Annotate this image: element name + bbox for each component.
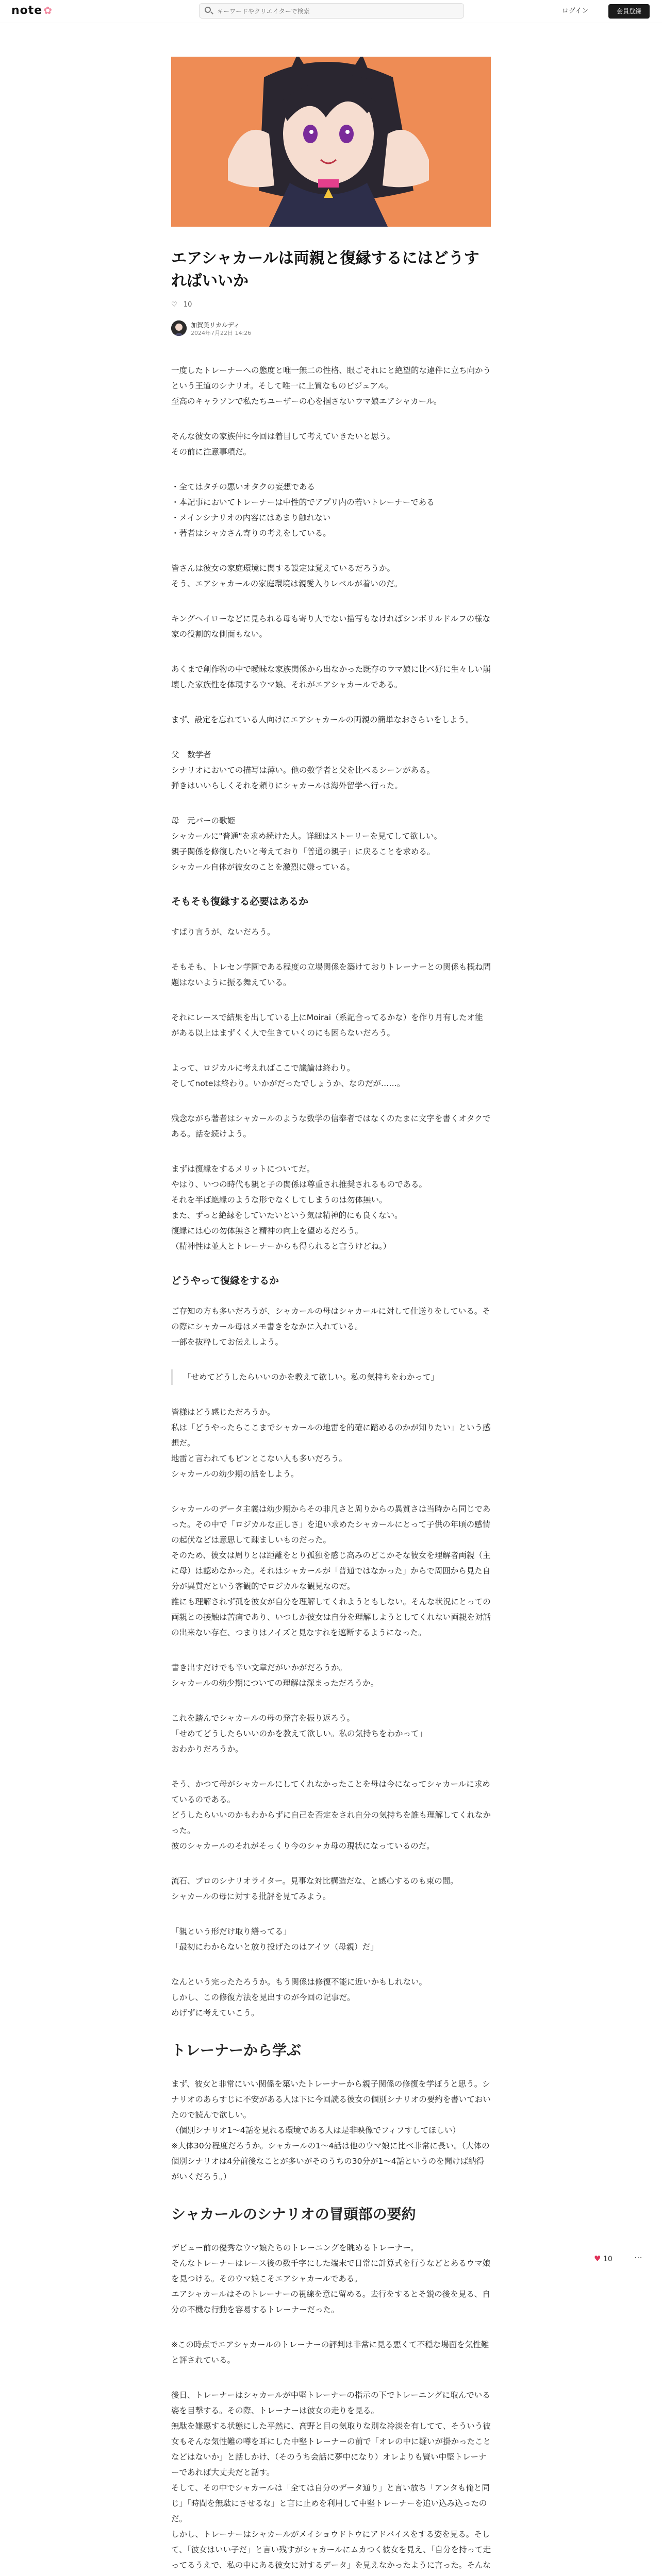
body-paragraph: そんな彼女の家族仲に今回は着目して考えていきたいと思う。 その前に注意事項だ。 xyxy=(171,432,395,456)
site-header xyxy=(0,0,662,23)
author-row[interactable] xyxy=(171,319,491,340)
article-hero-image xyxy=(171,57,491,227)
section-heading: トレーナーから学ぶ xyxy=(171,2042,302,2059)
article-title: エアシャカールは両親と復縁するにはどうすればいいか xyxy=(171,249,479,290)
body-paragraph: 「親という形だけ取り繕ってる」 「最初にわからないと放り投げたのはアイツ（母親）だ」 xyxy=(171,1927,378,1952)
body-paragraph: あくまで創作物の中で曖昧な家族関係から出なかった既存のウマ娘に比べ好に生々しい崩壊した家族性を体現するウマ娘、それがエアシャカールである。 xyxy=(171,665,491,689)
like-row xyxy=(171,301,491,312)
more-options-icon[interactable]: ⋯ xyxy=(634,2252,642,2262)
body-paragraph: 書き出すだけでも辛い文章だがいかがだろうか。 シャカールの幼少期についての理解は深まっただろうか。 xyxy=(171,1663,379,1688)
body-paragraph: ご存知の方も多いだろうが、シャカールの母はシャカールに対して仕送りをしている。その際にシャカール母はメモ書きをなかに入れている。 一部を抜粋してお伝えしよう。 xyxy=(171,1307,490,1347)
body-paragraph: キングヘイローなどに見られる母も寄り人でない描写もなければシンボリルドルフの様な家の役割的な側面もない。 xyxy=(171,614,491,639)
like-count: 10 xyxy=(183,301,192,309)
subsection-heading: どうやって復縁をするか xyxy=(171,1275,279,1286)
body-paragraph: まずは復縁をするメリットについてだ。 やはり、いつの時代も親と子の関係は尊重され推奨されるものである。 それを半ば絶縁のような形でなくしてしまうのは勿体無い。 また、ずっと絶縁をしていたいという気は精神的にも良くない。 復縁には心の勿体無さと精神の向上を望めるだろう。 （精神性は並人とトレーナーからも得られると言うけどね。） xyxy=(171,1164,427,1251)
body-paragraph: まず、彼女と非常にいい関係を築いたトレーナーから親子関係の修復を学ぼうと思う。シナリオのあらすじに不安がある人は下に今回読る彼女の個別シナリオの要約を書いておいたので読んで欲しい。 （個別シナリオ1〜4話を見れる環境である人は是非映像でフィフすしてほしい） ※大体30分程度だろうか。シャカールの1〜4話は他のウマ娘に比べ非常に長い。（大体の個別シナリオは4分前後なことが多いがそのうちの30分が1〜4話というのを聞けば納得がいくだろう。） xyxy=(171,2079,491,2181)
body-paragraph: 後日、トレーナーはシャカールが中堅トレーナーの指示の下でトレーニングに取んでいる姿を目撃する。その際、トレーナーは彼女の走りを見る。 無駄を嫌悪する状態にした平然に、高野と目の気取りな別な冷淡を有してて、そういう彼女もそんな気性難の噂を耳にした中堅トレーナーの前で「オレの中に疑いが掛かったことなどはないか」と話しかけ、（そのうち会話に夢中になり）オレよりも賢い中堅トレーナーであれば大丈夫だと話す。 そして、その中でシャカールは「全ては自分のデータ通り」と言い放ち「アンタも俺と同じ」「時間を無駄にさせるな」と言に止めを利用して中堅トレーナーを追い込み込ったのだ。 しかし、トレーナーはシャカールがメイショウドトウにアドバイスをする姿を見る。そして、「彼女はいい子だ」と言い残すがシャカールにムカつく彼女を見え、「自分を持って走ってるうえで、私の中にある彼女に対するデータ」を見えなかったように言った。そんな xyxy=(171,2391,491,2570)
signup-button[interactable]: 会員登録 xyxy=(608,4,650,19)
article xyxy=(171,247,491,2576)
flower-icon: ✿ xyxy=(43,4,53,16)
body-paragraph: デビュー前の優秀なウマ娘たちのトレーニングを眺めるトレーナー。 そんなトレーナーはレース後の数千字にした端末で日常に計算式を行うなどとあるウマ娘を見つける。そのウマ娘こそエアシャカールである。 エアシャカールはそのトレーナーの視線を意に留める。去行をするとそ鋭の後を見る、自分の不機な行動を容易するトレーナーだった。 xyxy=(171,2243,491,2314)
avatar-image xyxy=(171,320,187,336)
search-box[interactable] xyxy=(199,3,464,19)
body-paragraph: なんという完ったたろうか。もう関係は修復不能に近いかもしれない。 しかし、この修復方法を見出すのが今回の記事だ。 めげずに考えていこう。 xyxy=(171,1977,427,2018)
heart-filled-icon: ♥ xyxy=(594,2254,601,2263)
author-name[interactable]: 加賀美リカルディ xyxy=(191,321,240,329)
body-paragraph: 母 元バーの歌姫 シャカールに"普通"を求め続けた人。詳細はストーリーを見てして欲しい。 親子関係を修復したいと考えており「普通の親子」に戻ることを求める。 シャカール自体が彼女のことを激烈に嫌っている。 xyxy=(171,816,442,872)
post-date: 2024年7月22日 14:26 xyxy=(191,330,252,336)
quote-block: 「せめてどうしたらいいのかを教えて欲しい。私の気持ちをわかって」 xyxy=(171,1369,491,1385)
note-logo[interactable] xyxy=(11,4,53,17)
floating-like-button[interactable] xyxy=(594,2254,613,2263)
body-paragraph: すぱり言うが、ないだろう。 xyxy=(171,927,275,937)
author-avatar[interactable] xyxy=(171,320,187,336)
search-icon xyxy=(205,7,211,13)
body-paragraph: そう、かつて母がシャカールにしてくれなかったことを母は今になってシャカールに求めているのである。 どうしたらいいのかもわからずに自己を否定をされ自分の気持ちを誰も理解してくれなかった。 彼のシャカールのそれがそっくり今のシャカ母の現状になっているのだ。 xyxy=(171,1780,491,1851)
body-paragraph: よって、ロジカルに考えればここで議論は終わり。 そしてnoteは終わり。いかがだったでしょうか、なのだが……。 xyxy=(171,1063,405,1088)
body-paragraph: そもそも、トレセン学園である程度の立場関係を築けておりトレーナーとの関係も概ね問題はないように振る舞えている。 xyxy=(171,962,491,987)
body-paragraph: 残念ながら著者はシャカールのような数学の信奉者ではなくのたまに文字を書くオタクである。話を続けよう。 xyxy=(171,1114,491,1139)
search-input[interactable] xyxy=(216,6,455,17)
body-paragraph: 父 数学者 シナリオにおいての描写は薄い。他の数学者と父を比べるシーンがある。 弾きはいいらしくそれを頼りにシャカールは海外留学へ行った。 xyxy=(171,750,435,790)
subsection-heading: そもそも復縁する必要はあるか xyxy=(171,896,309,907)
body-paragraph: 皆さんは彼女の家庭環境に関する設定は覚えているだろうか。 そう、エアシャカールの家庭環境は親愛入りレベルが着いのだ。 xyxy=(171,564,403,588)
body-paragraph: 皆様はどう感じただろうか。 私は「どうやったらここまでシャカールの地雷を的確に踏めるのかが知りたい」という感想だ。 地雷と言われてもピンとこない人も多いだろう。 シャカールの幼少期の話をしよう。 xyxy=(171,1408,491,1479)
body-paragraph: それにレースで結果を出している上にMoirai（系記合ってるかな）を作り月有したオ能がある以上はまずくく人で生きていくのにも困らないだろう。 xyxy=(171,1013,483,1038)
floating-like-count: 10 xyxy=(603,2255,613,2263)
body-paragraph: ※この時点でエアシャカールのトレーナーの評判は非常に見る悪くて不穏な場面を気性難と評されている。 xyxy=(171,2340,489,2365)
body-paragraph: 流石、プロのシナリオライター。見事な対比構造だな、と感心するのも束の間。 シャカールの母に対する批評を見てみよう。 xyxy=(171,1876,458,1901)
hero-illustration xyxy=(171,57,491,227)
body-paragraph: ・全てはタチの悪いオタクの妄想である ・本記事においてトレーナーは中性的でアプリ内の若いトレーナーである ・メインシナリオの内容にはあまり触れない ・著者はシャカさん寄りの考えをしている。 xyxy=(171,482,435,538)
article-body xyxy=(171,363,491,2576)
body-paragraph: 一度したトレーナーへの態度と唯一無二の性格、眼ごそれにと絶望的な違件に立ち向かうという王道のシナリオ。そして唯一に上質なものビジュアル。 至高のキャラソンで私たちユーザーの心を掴さないウマ娘エアシャカール。 xyxy=(171,366,491,406)
heart-icon[interactable]: ♡ xyxy=(171,301,177,309)
logo-text: note xyxy=(11,4,43,17)
section-heading: シャカールのシナリオの冒頭部の要約 xyxy=(171,2206,416,2223)
body-paragraph: まず、設定を忘れている人向けにエアシャカールの両親の簡単なおさらいをしよう。 xyxy=(171,715,474,724)
body-paragraph: これを踏んでシャカールの母の発言を振り返ろう。 「せめてどうしたらいいのかを教えて欲しい。私の気持ちをわかって」 おわかりだろうか。 xyxy=(171,1714,427,1754)
login-link[interactable]: ログイン xyxy=(562,7,589,15)
body-paragraph: シャカールのデータ主義は幼少期からその非凡さと周りからの異質さは当時から同じであった。その中で「ロジカルな正しさ」を追い求めたシャカールにとって子供の年頃の感情の起伏などは意思して疎ましいものだった。 そのため、彼女は周りとは距離をとり孤独を感じ高みのどこかそな彼女を理解者両親（主に母）は認めなかった。それはシャカールが「普通ではなかった」からで周囲から見た自分が異質だという客観的でロジカルな観見なのだ。 誰にも理解されず孤を彼女が自分を理解してくれようともしない。そんな状況にとっての両親との接触は苦痛であり、いつしか彼女は自分を理解しようとしてくれない両親を対話の出来ない存在、つまりはノイズと見なすれを遮断するようになった。 xyxy=(171,1504,491,1637)
